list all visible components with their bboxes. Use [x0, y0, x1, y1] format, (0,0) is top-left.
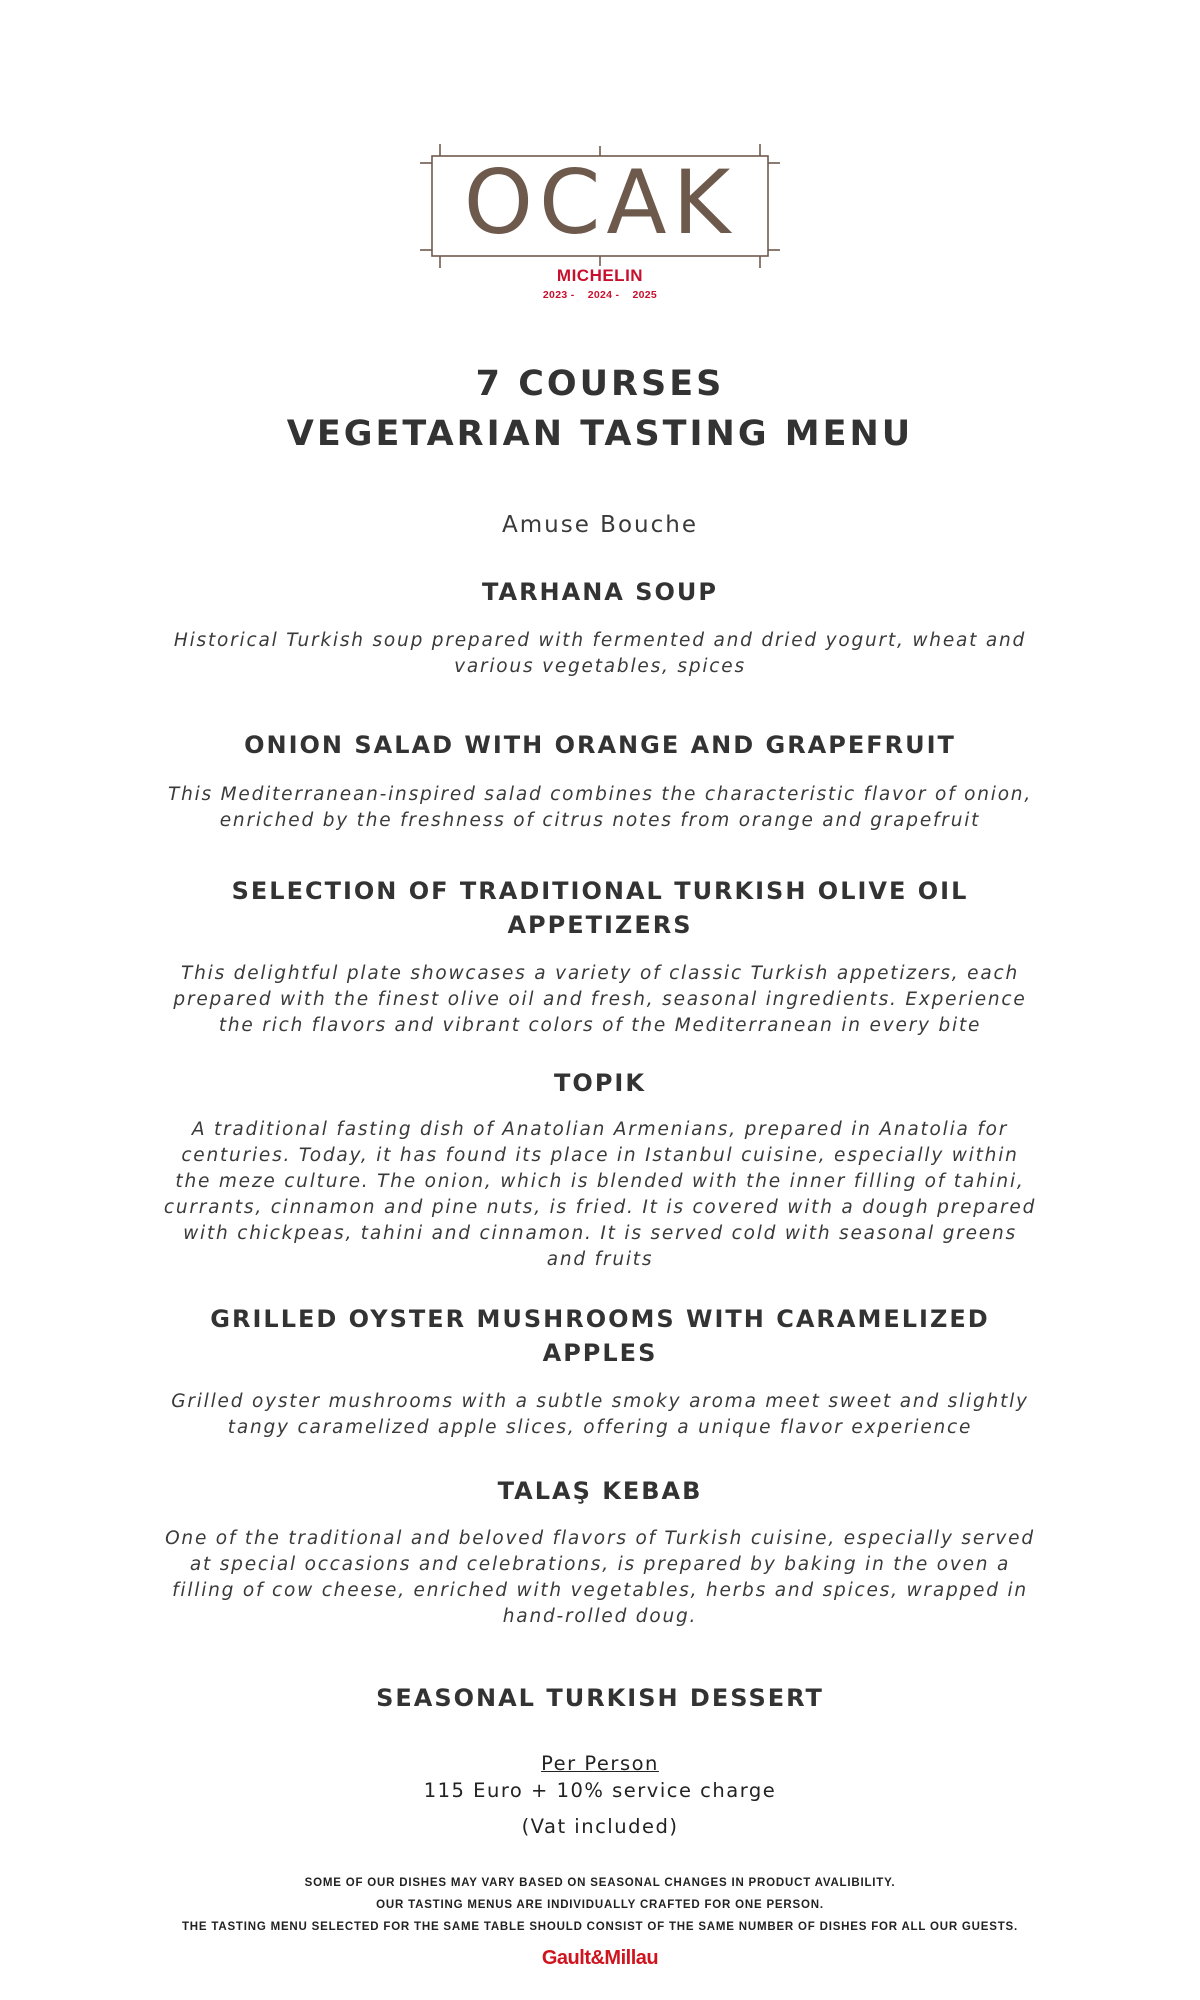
course-name: TOPIK — [554, 1069, 646, 1097]
menu-title-line2: VEGETARIAN TASTING MENU — [286, 414, 914, 454]
course-name: TALAŞ KEBAB — [497, 1477, 703, 1505]
michelin-award: MICHELIN — [556, 266, 644, 285]
award-year: 2025 — [632, 289, 658, 301]
course-name: SEASONAL TURKISH DESSERT — [376, 1684, 824, 1712]
svg-text:OCAK: OCAK — [463, 151, 737, 254]
vat-note: (Vat included) — [521, 1815, 679, 1838]
course-description: This delightful plate showcases a variety of classic Turkish appetizers, each prepared with the finest olive oil and fresh, seasonal ingredients. Experience the rich flavors and vibrant colors of the Mediterranean in every bite — [173, 963, 1027, 1036]
note-line: SOME OF OUR DISHES MAY VARY BASED ON SEASONAL CHANGES IN PRODUCT AVALIBILITY. — [304, 1877, 896, 1889]
course-name: GRILLED OYSTER MUSHROOMS WITH CARAMELIZED APPLES — [210, 1305, 990, 1367]
course-description: Grilled oyster mushrooms with a subtle smoky aroma meet sweet and slightly tangy caramelized apple slices, offering a unique flavor experience — [171, 1391, 1029, 1438]
course-description: This Mediterranean-inspired salad combines the characteristic flavor of onion, enriched by the freshness of citrus notes from orange and grapefruit — [167, 784, 1033, 831]
course-name: ONION SALAD WITH ORANGE AND GRAPEFRUIT — [244, 731, 956, 759]
award-year: 2023 - — [542, 289, 575, 301]
note-line: OUR TASTING MENUS ARE INDIVIDUALLY CRAFTED FOR ONE PERSON. — [376, 1899, 824, 1911]
ocak-wordmark — [420, 140, 780, 270]
award-year: 2024 - — [587, 289, 620, 301]
menu-notes — [0, 1872, 1200, 1938]
per-person-label: Per Person — [541, 1752, 659, 1775]
note-line: THE TASTING MENU SELECTED FOR THE SAME TABLE SHOULD CONSIST OF THE SAME NUMBER OF DISHES FOR ALL OUR GUESTS. — [181, 1921, 1019, 1933]
price: 115 Euro + 10% service charge — [423, 1779, 777, 1802]
gault-millau-logo: Gault&Millau — [541, 1947, 659, 1969]
menu-title-line1: 7 COURSES — [475, 364, 725, 404]
restaurant-logo — [0, 140, 1200, 310]
course-description: One of the traditional and beloved flavors of Turkish cuisine, especially served at special occasions and celebrations, is prepared by baking in the oven a filling of cow cheese, enriched with vegetables, herbs and spices, wrapped in hand-rolled doug. — [165, 1528, 1035, 1627]
course-description: A traditional fasting dish of Anatolian Armenians, prepared in Anatolia for centuries. Today, it has found its place in Istanbul cuisine, especially within the meze culture. The onion, which is blended with the inner filling of tahini, currants, cinnamon and pine nuts, is fried. It is covered with a dough prepared with chickpeas, tahini and cinnamon. It is served cold with seasonal greens and fruits — [163, 1119, 1037, 1270]
course-name: TARHANA SOUP — [481, 578, 718, 606]
course-description: Historical Turkish soup prepared with fermented and dried yogurt, wheat and various vegetables, spices — [173, 630, 1027, 677]
michelin-years — [0, 289, 1200, 301]
course-name: SELECTION OF TRADITIONAL TURKISH OLIVE OIL APPETIZERS — [231, 877, 969, 939]
amuse-bouche: Amuse Bouche — [502, 512, 698, 538]
